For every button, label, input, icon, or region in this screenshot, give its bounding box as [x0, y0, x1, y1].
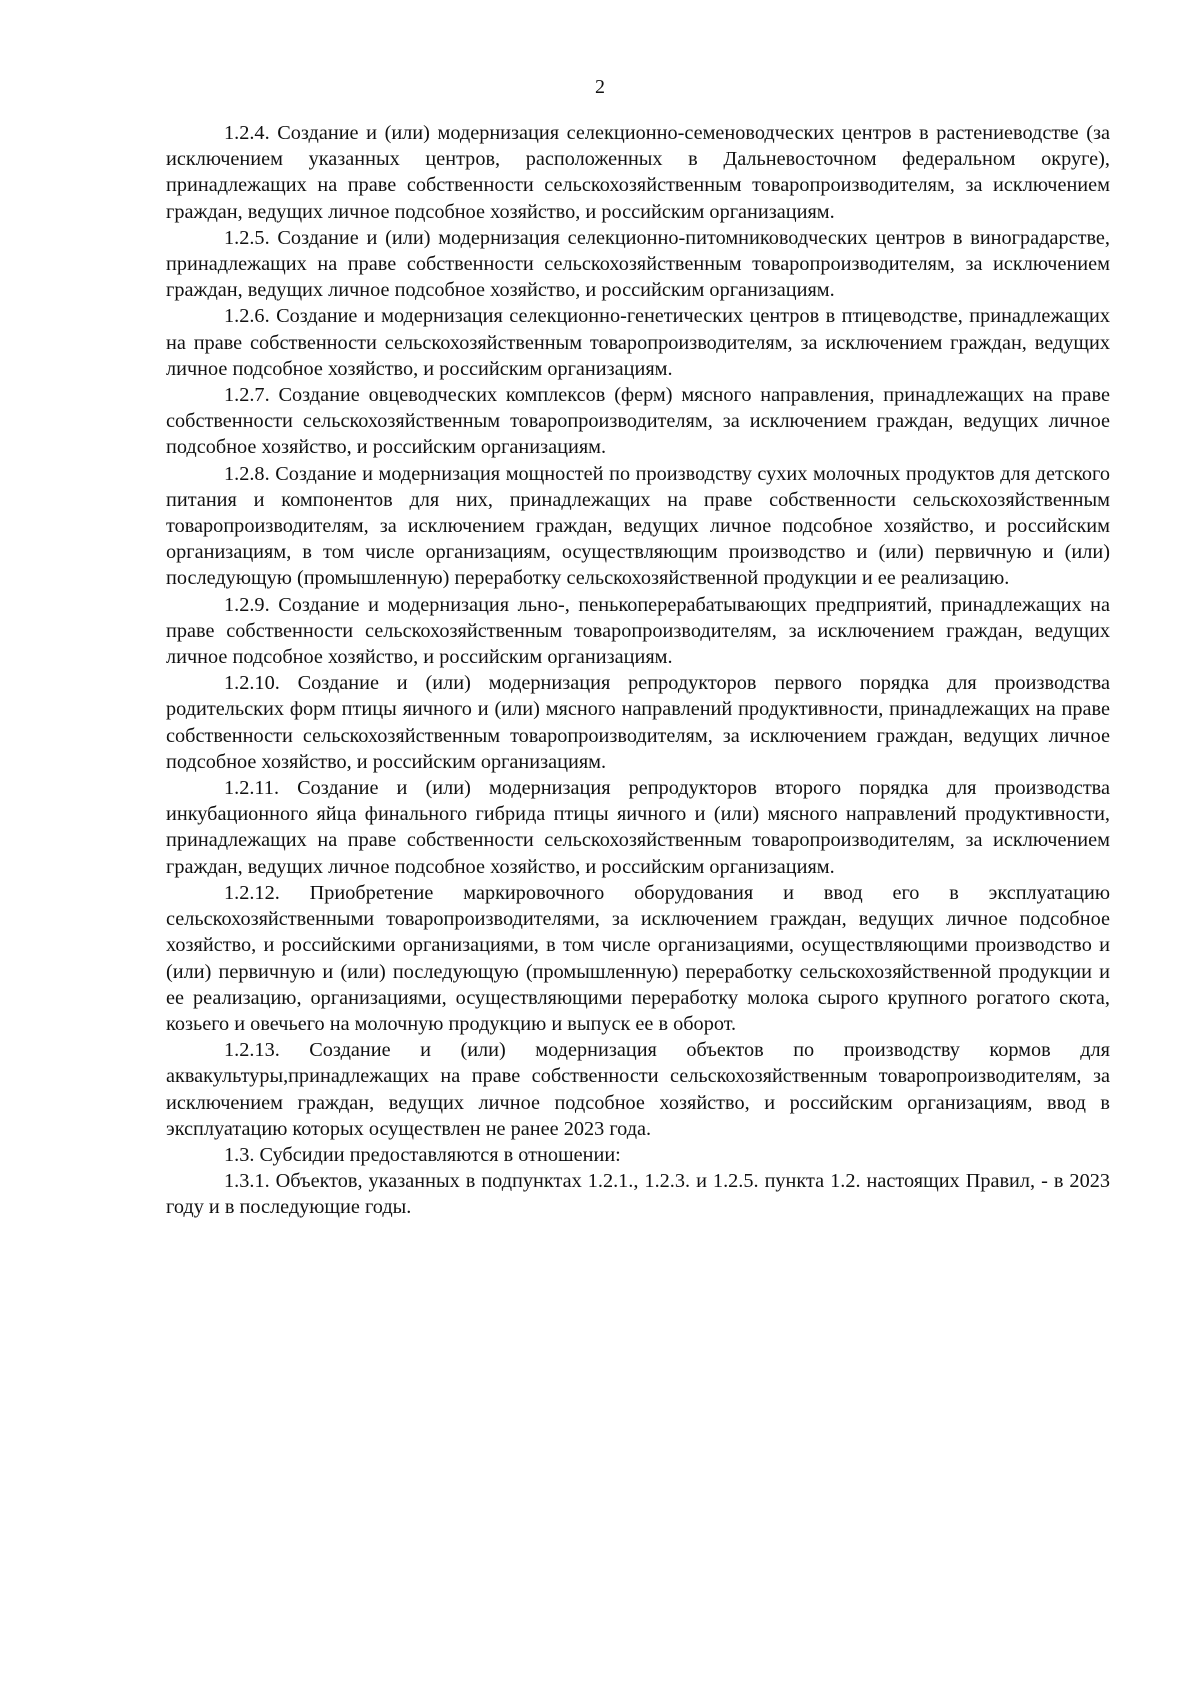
document-body: [166, 120, 1110, 1221]
paragraph-1-2-8: 1.2.8. Создание и модернизация мощностей по производству сухих молочных продуктов для детского питания и компонентов для них, принадлежащих на праве собственности сельскохозяйственным товаропроизводителям, за исключением граждан, ведущих личное подсобное хозяйство, и российским организациям, в том числе организациям, осуществляющим производство и (или) первичную и (или) последующую (промышленную) переработку сельскохозяйственной продукции и ее реализацию.: [166, 462, 1110, 590]
paragraph-1-2-4: 1.2.4. Создание и (или) модернизация селекционно-семеноводческих центров в растениеводстве (за исключением указанных центров, расположенных в Дальневосточном федеральном округе), принадлежащих на праве собственности сельскохозяйственным товаропроизводителям, за исключением граждан, ведущих личное подсобное хозяйство, и российским организациям.: [166, 122, 1110, 223]
page-number: 2: [595, 76, 605, 98]
paragraph-1-2-11: 1.2.11. Создание и (или) модернизация репродукторов второго порядка для производства инкубационного яйца финального гибрида птицы яичного и (или) мясного направлений продуктивности, принадлежащих на праве собственности сельскохозяйственным товаропроизводителям, за исключением граждан, ведущих личное подсобное хозяйство, и российским организациям.: [166, 777, 1110, 878]
paragraph-1-2-10: 1.2.10. Создание и (или) модернизация репродукторов первого порядка для производства родительских форм птицы яичного и (или) мясного направлений продуктивности, принадлежащих на праве собственности сельскохозяйственным товаропроизводителям, за исключением граждан, ведущих личное подсобное хозяйство, и российским организациям.: [166, 672, 1110, 773]
paragraph-1-2-6: 1.2.6. Создание и модернизация селекционно-генетических центров в птицеводстве, принадлежащих на праве собственности сельскохозяйственным товаропроизводителям, за исключением граждан, ведущих личное подсобное хозяйство, и российским организациям.: [166, 305, 1110, 380]
paragraph-1-2-5: 1.2.5. Создание и (или) модернизация селекционно-питомниководческих центров в виноградарстве, принадлежащих на праве собственности сельскохозяйственным товаропроизводителям, за исключением граждан, ведущих личное подсобное хозяйство, и российским организациям.: [166, 226, 1110, 302]
paragraph-1-2-12: 1.2.12. Приобретение маркировочного оборудования и ввод его в эксплуатацию сельскохозяйственными товаропроизводителями, за исключением граждан, ведущих личное подсобное хозяйство, и российскими организациями, в том числе организациями, осуществляющими производство и (или) первичную и (или) последующую (промышленную) переработку сельскохозяйственной продукции и ее реализацию, организациями, осуществляющими переработку молока сырого крупного рогатого скота, козьего и овечьего на молочную продукцию и выпуск ее в оборот.: [166, 881, 1110, 1035]
paragraph-1-2-9: 1.2.9. Создание и модернизация льно-, пенькоперерабатывающих предприятий, принадлежащих на праве собственности сельскохозяйственным товаропроизводителям, за исключением граждан, ведущих личное подсобное хозяйство, и российским организациям.: [166, 593, 1110, 669]
paragraph-1-3-1: 1.3.1. Объектов, указанных в подпунктах 1.2.1., 1.2.3. и 1.2.5. пункта 1.2. настоящих Правил, - в 2023 году и в последующие годы.: [166, 1170, 1110, 1219]
paragraph-1-3: 1.3. Субсидии предоставляются в отношении:: [224, 1143, 621, 1166]
paragraph-1-2-7: 1.2.7. Создание овцеводческих комплексов (ферм) мясного направления, принадлежащих на праве собственности сельскохозяйственным товаропроизводителям, за исключением граждан, ведущих личное подсобное хозяйство, и российским организациям.: [166, 384, 1110, 459]
paragraph-1-2-13: 1.2.13. Создание и (или) модернизация объектов по производству кормов для аквакультуры,принадлежащих на праве собственности сельскохозяйственным товаропроизводителям, за исключением граждан, ведущих личное подсобное хозяйство, и российским организациям, ввод в эксплуатацию которых осуществлен не ранее 2023 года.: [166, 1039, 1110, 1140]
